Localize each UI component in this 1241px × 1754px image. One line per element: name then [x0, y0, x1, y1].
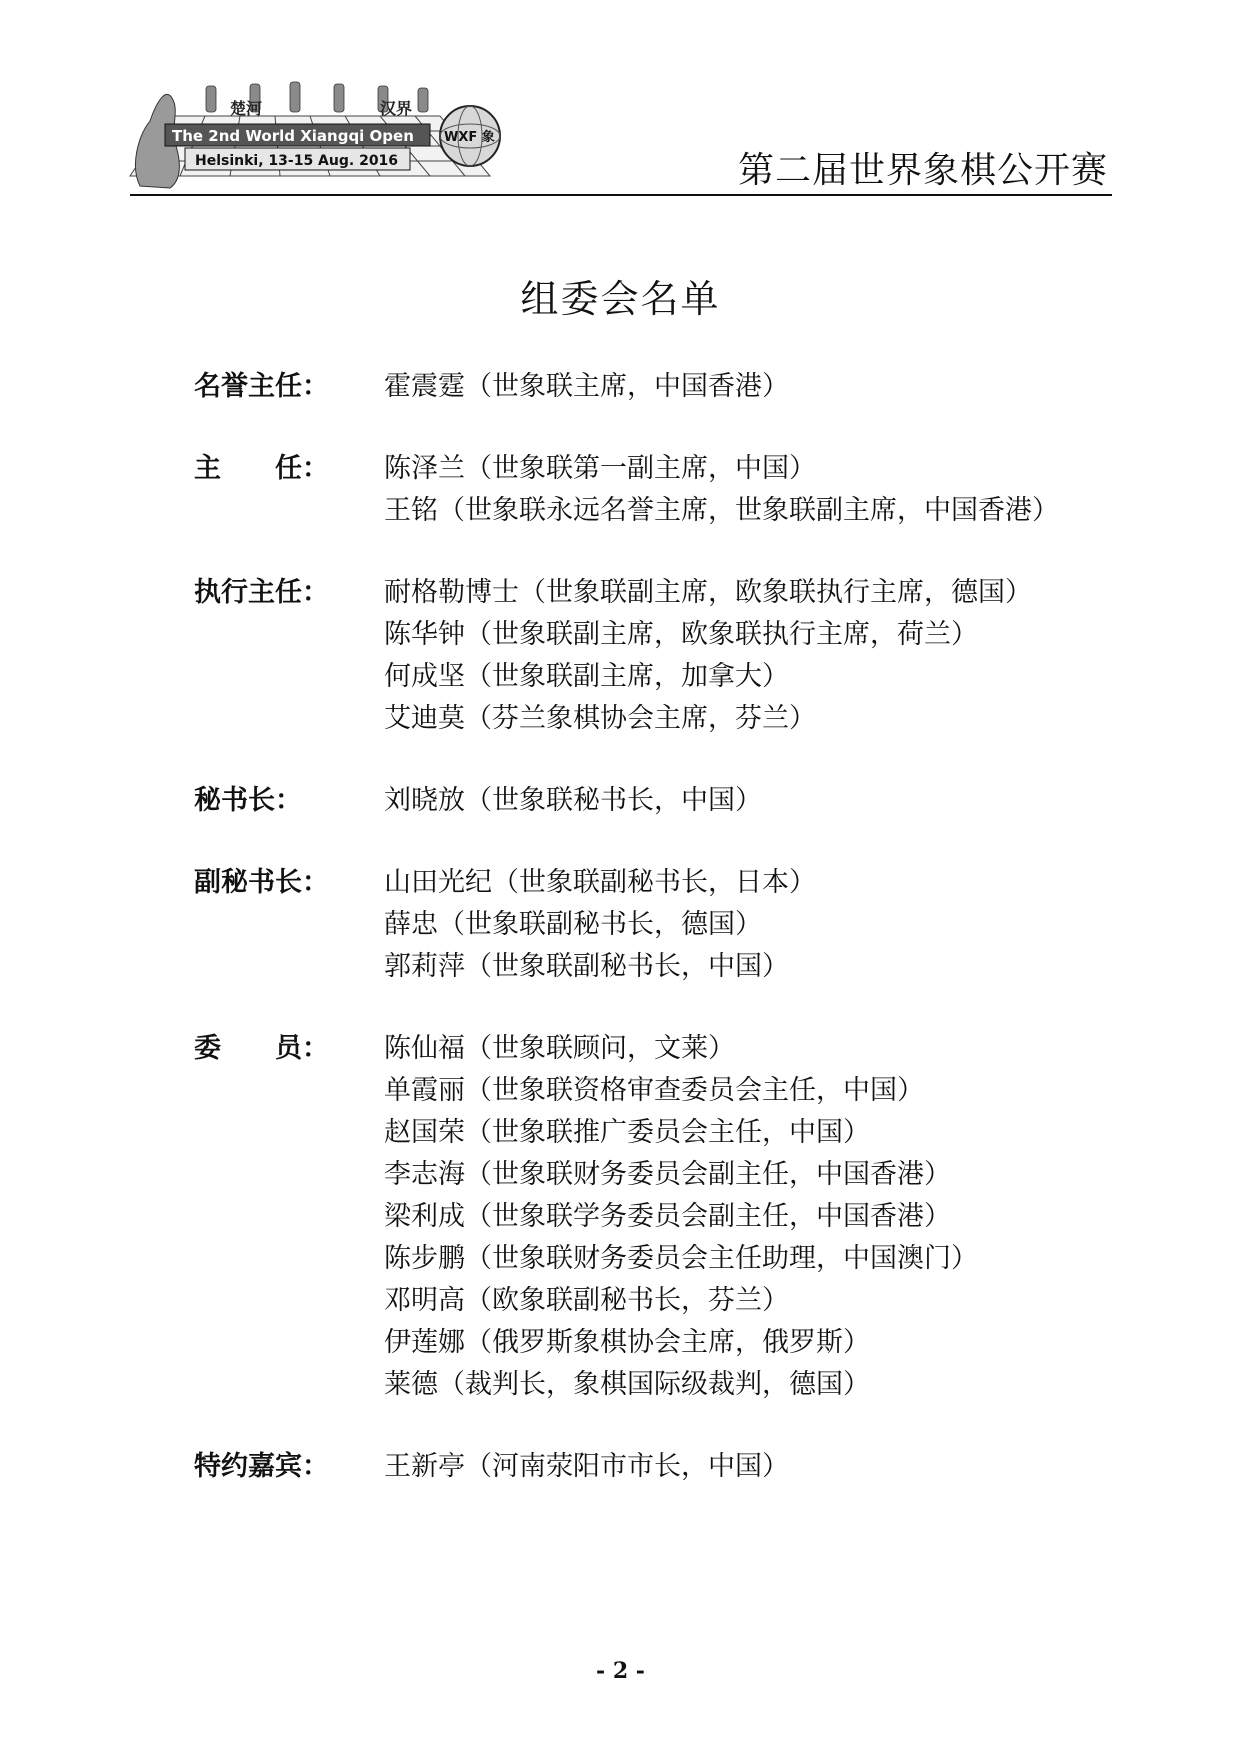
role-label: 名誉主任：: [194, 371, 329, 402]
member-list: [384, 1446, 1154, 1488]
member-list: [384, 572, 1154, 740]
member-entry: 王新亭（河南荥阳市市长，中国）: [384, 1451, 789, 1482]
role-label: 副秘书长：: [194, 867, 329, 898]
role-label: 执行主任：: [194, 577, 329, 608]
member-entry: 艾迪莫（芬兰象棋协会主席，芬兰）: [384, 703, 816, 734]
committee-group: [194, 448, 1154, 532]
member-list: [384, 780, 1154, 822]
committee-group: [194, 862, 1154, 988]
committee-group: [194, 1028, 1154, 1406]
document-title: 组委会名单: [520, 277, 721, 321]
member-entry: 赵国荣（世象联推广委员会主任，中国）: [384, 1117, 870, 1148]
member-entry: 梁利成（世象联学务委员会副主任，中国香港）: [384, 1201, 951, 1232]
logo-banner-line2: Helsinki, 13-15 Aug. 2016: [195, 153, 399, 169]
committee-group: [194, 780, 1154, 822]
member-entry: 陈华钟（世象联副主席，欧象联执行主席，荷兰）: [384, 619, 978, 650]
member-entry: 山田光纪（世象联副秘书长，日本）: [384, 867, 816, 898]
member-entry: 郭莉萍（世象联副秘书长，中国）: [384, 951, 789, 982]
member-entry: 莱德（裁判长，象棋国际级裁判，德国）: [384, 1369, 870, 1400]
role-label: 秘书长：: [194, 785, 302, 816]
member-entry: 王铭（世象联永远名誉主席，世象联副主席，中国香港）: [384, 495, 1059, 526]
page-header: [110, 76, 1112, 200]
logo-text-right: 汉界: [380, 99, 413, 118]
xiangqi-open-logo-icon: [110, 76, 540, 194]
member-list: [384, 1028, 1154, 1406]
member-entry: 陈步鹏（世象联财务委员会主任助理，中国澳门）: [384, 1243, 978, 1274]
role-label: 主 任：: [194, 453, 329, 484]
member-entry: 陈泽兰（世象联第一副主席，中国）: [384, 453, 816, 484]
role-label: 委 员：: [194, 1033, 329, 1064]
committee-group: [194, 572, 1154, 740]
committee-roster: [194, 366, 1154, 1528]
member-entry: 李志海（世象联财务委员会副主任，中国香港）: [384, 1159, 951, 1190]
logo-badge: WXF 象: [444, 130, 495, 145]
member-entry: 薛忠（世象联副秘书长，德国）: [384, 909, 762, 940]
member-entry: 刘晓放（世象联秘书长，中国）: [384, 785, 762, 816]
committee-group: [194, 1446, 1154, 1488]
logo-banner-line1: The 2nd World Xiangqi Open: [172, 127, 414, 145]
header-title: 第二届世界象棋公开赛: [737, 150, 1108, 191]
member-entry: 何成坚（世象联副主席，加拿大）: [384, 661, 789, 692]
member-entry: 耐格勒博士（世象联副主席，欧象联执行主席，德国）: [384, 577, 1032, 608]
committee-group: [194, 366, 1154, 408]
member-list: [384, 366, 1154, 408]
member-list: [384, 448, 1154, 532]
member-entry: 伊莲娜（俄罗斯象棋协会主席，俄罗斯）: [384, 1327, 870, 1358]
role-label: 特约嘉宾：: [194, 1451, 329, 1482]
member-entry: 霍震霆（世象联主席，中国香港）: [384, 371, 789, 402]
member-entry: 陈仙福（世象联顾问，文莱）: [384, 1033, 735, 1064]
logo-text-left: 楚河: [230, 99, 263, 118]
tournament-logo: [110, 76, 540, 194]
member-entry: 邓明高（欧象联副秘书长，芬兰）: [384, 1285, 789, 1316]
page-number: - 2 -: [596, 1658, 645, 1684]
member-entry: 单霞丽（世象联资格审查委员会主任，中国）: [384, 1075, 924, 1106]
member-list: [384, 862, 1154, 988]
header-divider: [130, 194, 1112, 196]
